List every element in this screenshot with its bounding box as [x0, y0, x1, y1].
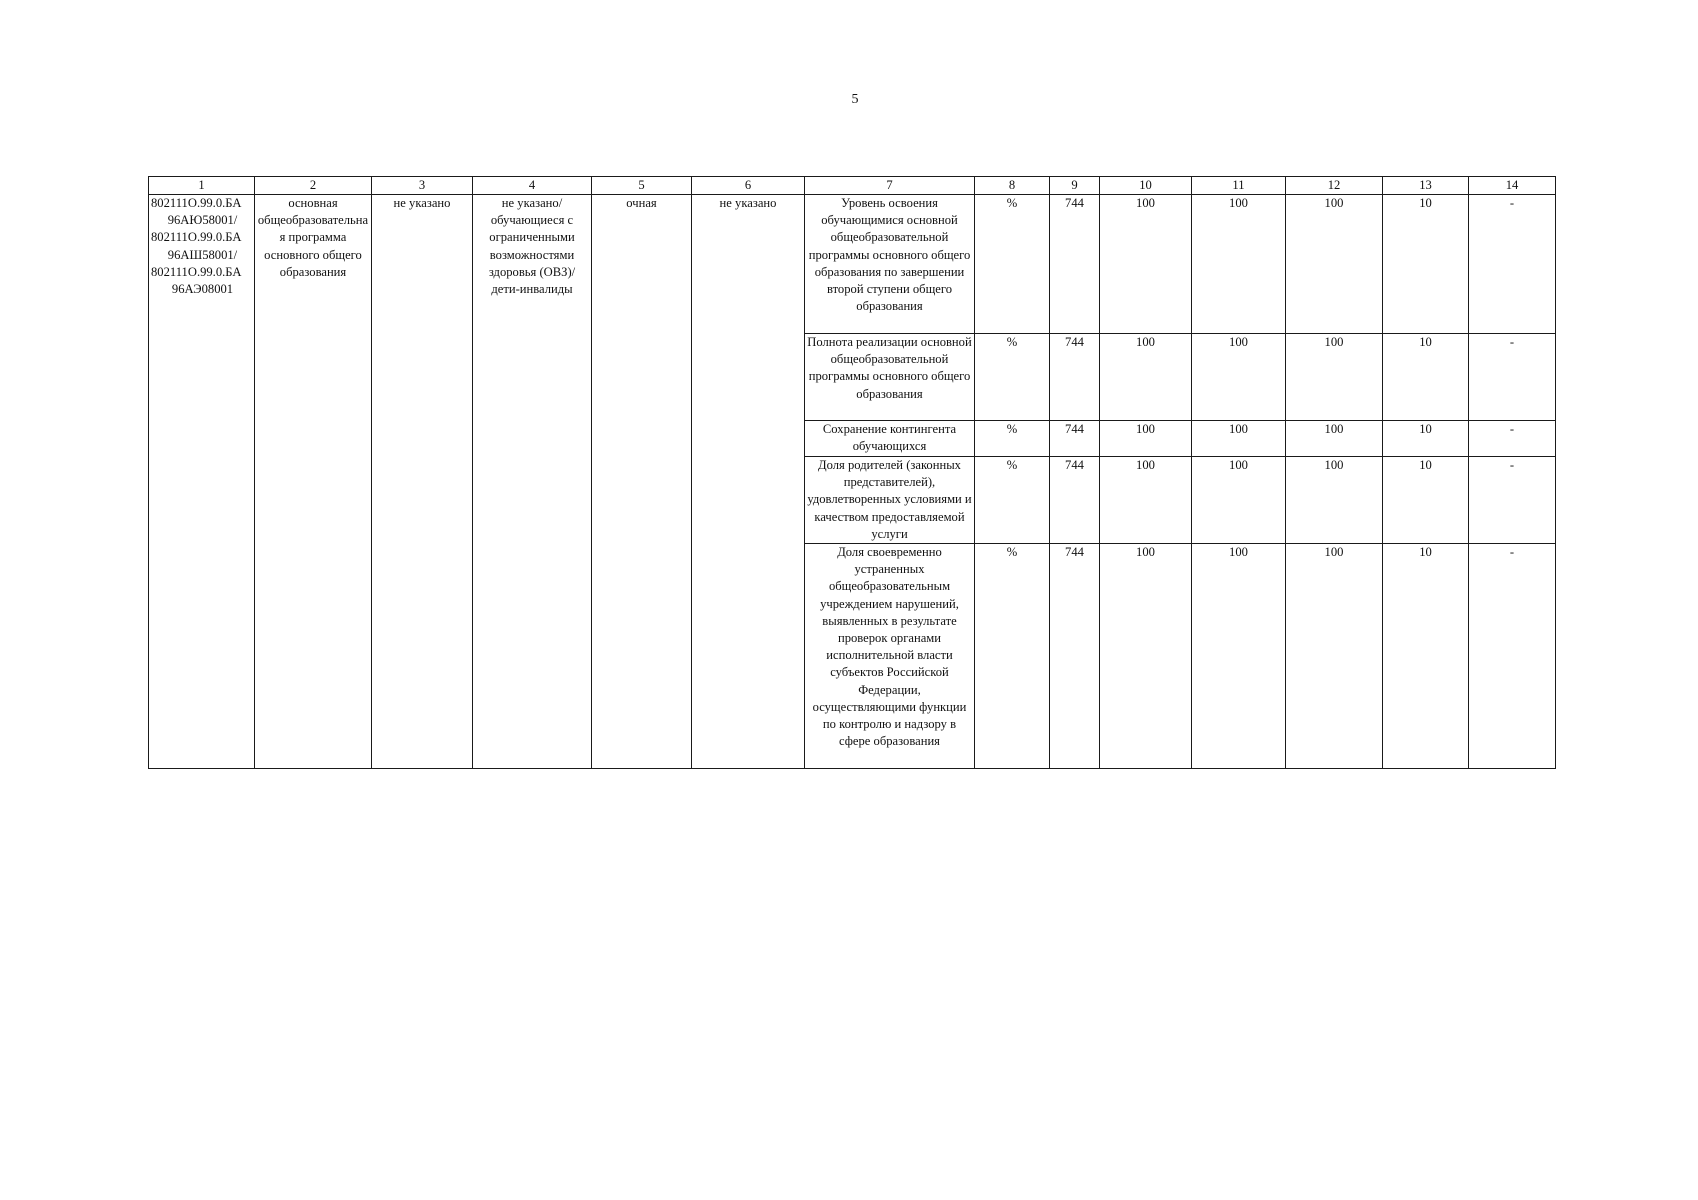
unit-cell: % — [975, 421, 1050, 457]
column-number: 2 — [255, 177, 372, 195]
value-cell: 100 — [1286, 457, 1383, 544]
okei-cell: 744 — [1050, 195, 1100, 334]
column-number: 3 — [372, 177, 473, 195]
column-number: 6 — [692, 177, 805, 195]
value-cell: 100 — [1100, 195, 1192, 334]
indicator-name: Полнота реализации основной общеобразовательной программы основного общего образования — [805, 334, 975, 421]
unit-cell: % — [975, 195, 1050, 334]
okei-cell: 744 — [1050, 334, 1100, 421]
deviation-cell: 10 — [1383, 421, 1469, 457]
okei-cell: 744 — [1050, 544, 1100, 769]
column-number: 9 — [1050, 177, 1100, 195]
value-cell: 100 — [1100, 457, 1192, 544]
okei-cell: 744 — [1050, 421, 1100, 457]
registry-code: 802111О.99.0.БА — [151, 230, 242, 245]
page-number: 5 — [851, 92, 859, 107]
column-number: 7 — [805, 177, 975, 195]
value-cell: 100 — [1286, 334, 1383, 421]
registry-codes-cell — [149, 195, 255, 769]
indicator-name: Уровень освоения обучающимися основной общеобразовательной программы основного общего образования по завершении второй ступени общего образования — [805, 195, 975, 334]
registry-code: 96АЮ58001/ — [167, 213, 238, 228]
value-cell: 100 — [1192, 544, 1286, 769]
column-number: 5 — [592, 177, 692, 195]
column-number: 11 — [1192, 177, 1286, 195]
value-cell: 100 — [1192, 334, 1286, 421]
column-number: 14 — [1469, 177, 1556, 195]
value-cell: 100 — [1286, 195, 1383, 334]
registry-code: 96АШ58001/ — [167, 247, 238, 262]
dash-cell: - — [1469, 195, 1556, 334]
value-cell: 100 — [1286, 421, 1383, 457]
indicator-name: Сохранение контингента обучающихся — [805, 421, 975, 457]
unit-cell: % — [975, 334, 1050, 421]
student-category-cell: не указано/ обучающиеся с ограниченными возможностями здоровья (ОВЗ)/ дети-инвалиды — [473, 195, 592, 769]
value-cell: 100 — [1192, 195, 1286, 334]
dash-cell: - — [1469, 544, 1556, 769]
indicator-name: Доля родителей (законных представителей), удовлетворенных условиями и качеством предоставляемой услуги — [805, 457, 975, 544]
col6-cell: не указано — [692, 195, 805, 769]
value-cell: 100 — [1100, 334, 1192, 421]
deviation-cell: 10 — [1383, 457, 1469, 544]
registry-code: 802111О.99.0.БА — [151, 264, 242, 279]
deviation-cell: 10 — [1383, 334, 1469, 421]
deviation-cell: 10 — [1383, 544, 1469, 769]
column-number: 1 — [149, 177, 255, 195]
unit-cell: % — [975, 457, 1050, 544]
dash-cell: - — [1469, 334, 1556, 421]
registry-code: 96АЭ08001 — [171, 282, 234, 297]
value-cell: 100 — [1286, 544, 1383, 769]
form-cell: очная — [592, 195, 692, 769]
column-number: 12 — [1286, 177, 1383, 195]
value-cell: 100 — [1100, 544, 1192, 769]
column-number: 13 — [1383, 177, 1469, 195]
dash-cell: - — [1469, 421, 1556, 457]
column-number-row — [149, 177, 1556, 195]
col3-cell: не указано — [372, 195, 473, 769]
registry-code: 802111О.99.0.БА — [151, 196, 242, 210]
column-number: 4 — [473, 177, 592, 195]
okei-cell: 744 — [1050, 457, 1100, 544]
unit-cell: % — [975, 544, 1050, 769]
dash-cell: - — [1469, 457, 1556, 544]
value-cell: 100 — [1192, 457, 1286, 544]
table-row — [149, 195, 1556, 334]
program-cell: основная общеобразовательная программа основного общего образования — [255, 195, 372, 769]
column-number: 10 — [1100, 177, 1192, 195]
value-cell: 100 — [1192, 421, 1286, 457]
deviation-cell: 10 — [1383, 195, 1469, 334]
indicators-table — [148, 176, 1556, 769]
column-number: 8 — [975, 177, 1050, 195]
indicator-name: Доля своевременно устраненных общеобразовательным учреждением нарушений, выявленных в результате проверок органами исполнительной власти субъектов Российской Федерации, осуществляющими функции по контролю и надзору в сфере образования — [805, 544, 975, 769]
value-cell: 100 — [1100, 421, 1192, 457]
